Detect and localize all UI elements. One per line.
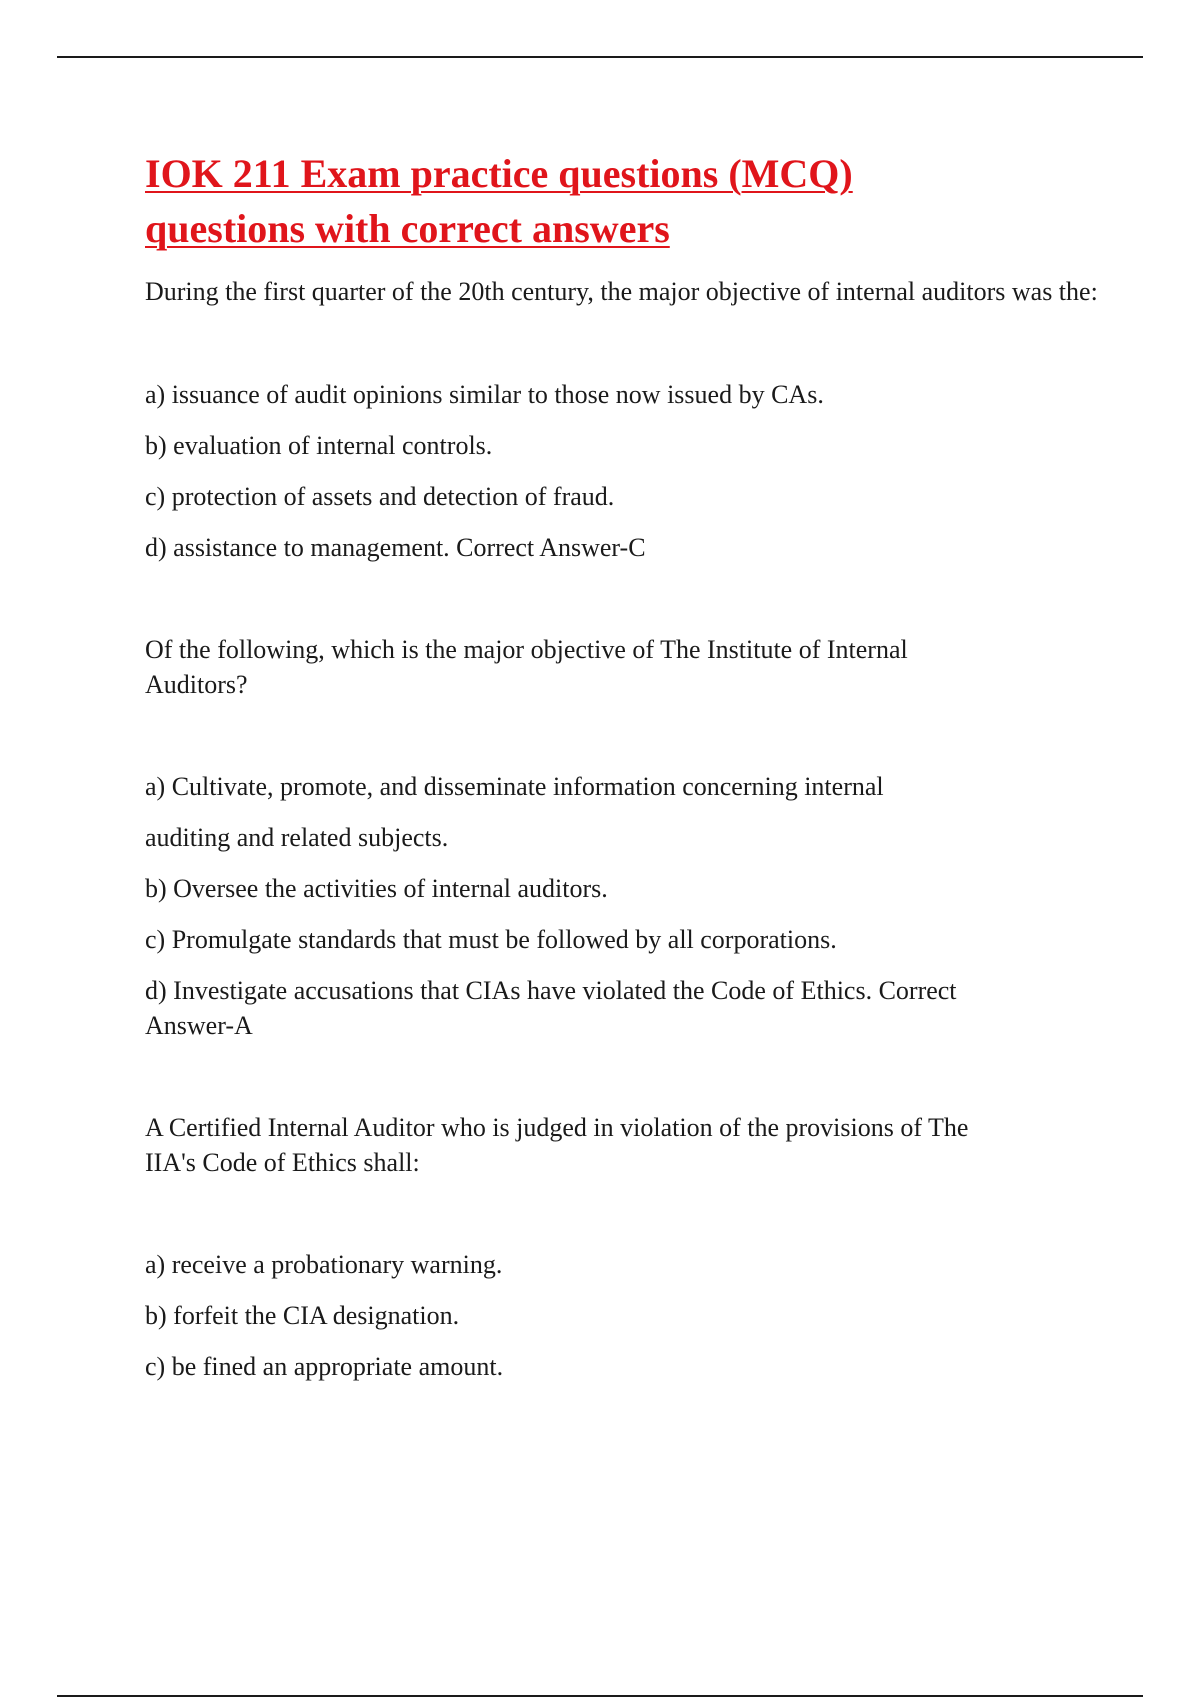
question-2-option-a-continued: auditing and related subjects. xyxy=(145,823,449,852)
question-2-text-line-2: Auditors? xyxy=(145,670,248,699)
question-3-option-a: a) receive a probationary warning. xyxy=(145,1250,503,1279)
document-body xyxy=(145,146,1105,1384)
question-2-option-d-line-1: d) Investigate accusations that CIAs have violated the Code of Ethics. Correct xyxy=(145,976,957,1005)
question-2-option-a: a) Cultivate, promote, and disseminate information concerning internal xyxy=(145,772,884,801)
document-title-line-2: questions with correct answers xyxy=(145,206,670,251)
bottom-rule xyxy=(57,1695,1143,1697)
question-3-text-line-1: A Certified Internal Auditor who is judged in violation of the provisions of The xyxy=(145,1113,969,1142)
question-1-option-d: d) assistance to management. Correct Answer-C xyxy=(145,533,646,562)
question-1-option-c: c) protection of assets and detection of fraud. xyxy=(145,482,615,511)
question-3-text-line-2: IIA's Code of Ethics shall: xyxy=(145,1148,420,1177)
document-title-line-1: IOK 211 Exam practice questions (MCQ) xyxy=(145,151,853,196)
question-1-options xyxy=(145,377,1105,565)
question-2-text xyxy=(145,632,1105,702)
question-2-options xyxy=(145,769,1105,1043)
question-3-option-c: c) be fined an appropriate amount. xyxy=(145,1352,504,1381)
question-2-text-line-1: Of the following, which is the major objective of The Institute of Internal xyxy=(145,635,908,664)
document-title xyxy=(145,146,1105,256)
question-1-option-a: a) issuance of audit opinions similar to those now issued by CAs. xyxy=(145,380,824,409)
top-rule xyxy=(57,56,1143,58)
question-2-correct-answer: Answer-A xyxy=(145,1011,253,1040)
question-3-options xyxy=(145,1247,1105,1384)
question-2-option-d xyxy=(145,973,1105,1043)
question-3-option-b: b) forfeit the CIA designation. xyxy=(145,1301,460,1330)
question-2-option-c: c) Promulgate standards that must be followed by all corporations. xyxy=(145,925,837,954)
question-1-text: During the first quarter of the 20th century, the major objective of internal auditors was the: xyxy=(145,277,1098,306)
question-1-option-b: b) evaluation of internal controls. xyxy=(145,431,493,460)
question-2-option-b: b) Oversee the activities of internal auditors. xyxy=(145,874,608,903)
question-3-text xyxy=(145,1110,1105,1180)
